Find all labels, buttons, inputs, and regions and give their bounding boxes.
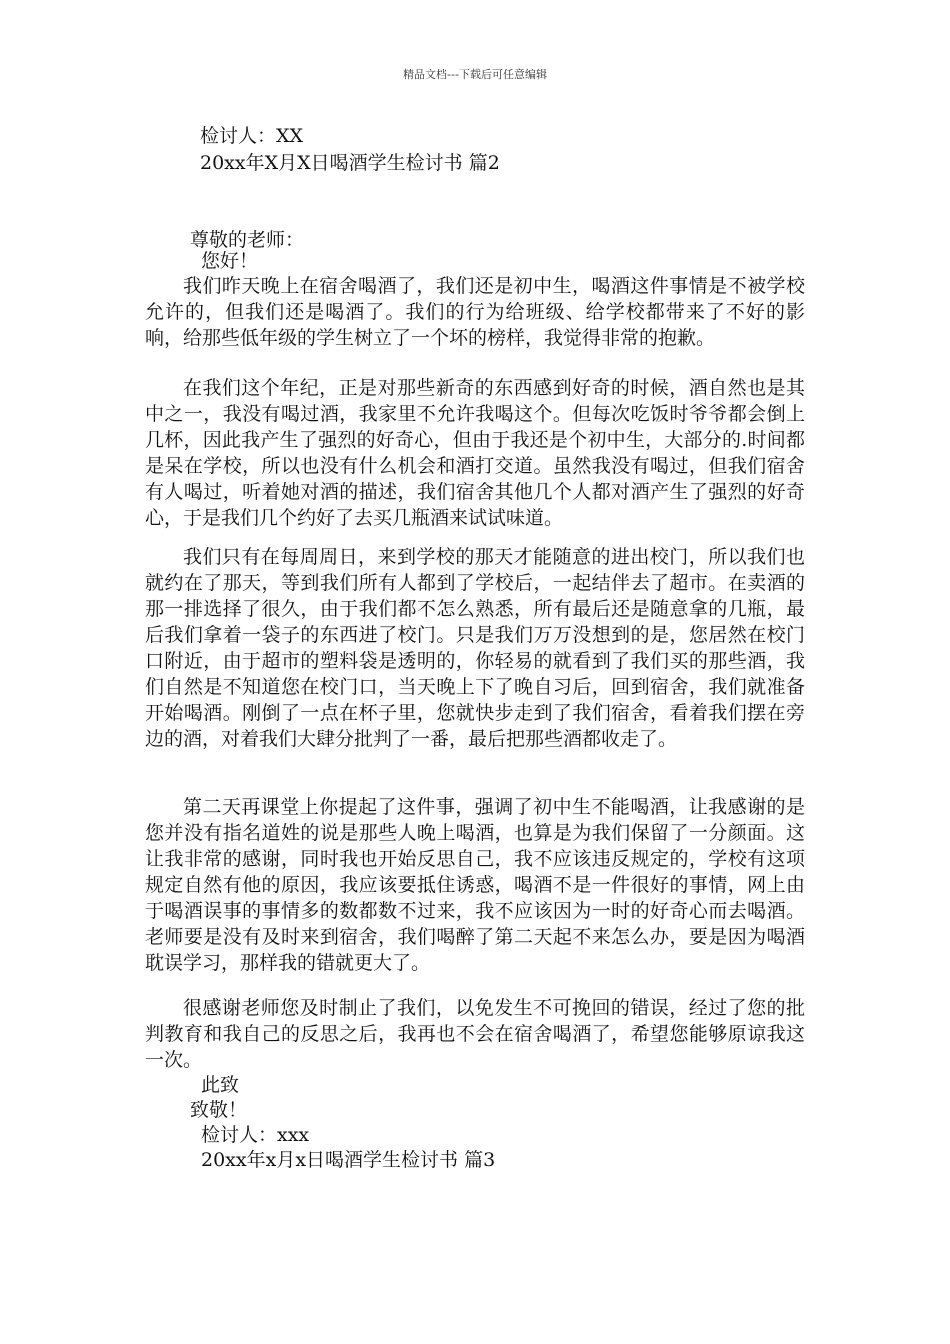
greeting: 您好！ xyxy=(201,250,259,272)
document-title: 20xx年X月X日喝酒学生检讨书 篇2 xyxy=(200,152,500,174)
body-paragraph: 在我们这个年纪，正是对那些新奇的东西感到好奇的时候，酒自然也是其中之一，我没有喝过酒，我家里不允许我喝这个。但每次吃饭时爷爷都会倒上几杯，因此我产生了强烈的好奇心，但由于我还是个初中生，大部分的.时间都是呆在学校，所以也没有什么机会和酒打交道。虽然我没有喝过，但我们宿舍有人喝过，听着她对酒的描述，我们宿舍其他几个人都对酒产生了强烈的好奇心，于是我们几个约好了去买几瓶酒来试试味道。 xyxy=(145,377,805,529)
previous-signature: 检讨人：XX xyxy=(200,125,304,147)
body-paragraph: 我们昨天晚上在宿舍喝酒了，我们还是初中生，喝酒这件事情是不被学校允许的，但我们还是喝酒了。我们的行为给班级、给学校都带来了不好的影响，给那些低年级的学生树立了一个坏的榜样，我觉得非常的抱歉。 xyxy=(145,275,805,349)
body-paragraph: 很感谢老师您及时制止了我们，以免发生不可挽回的错误，经过了您的批判教育和我自己的反思之后，我再也不会在宿舍喝酒了，希望您能够原谅我这一次。 xyxy=(145,997,805,1071)
salutation: 尊敬的老师： xyxy=(190,229,305,251)
body-paragraph: 我们只有在每周周日，来到学校的那天才能随意的进出校门，所以我们也就约在了那天，等到我们所有人都到了学校后，一起结伴去了超市。在卖酒的那一排选择了很久，由于我们都不怎么熟悉，所有最后还是随意拿的几瓶，最后我们拿着一袋子的东西进了校门。只是我们万万没想到的是，您居然在校门口附近，由于超市的塑料袋是透明的，你轻易的就看到了我们买的那些酒，我们自然是不知道您在校门口，当天晚上下了晚自习后，回到宿舍，我们就准备开始喝酒。刚倒了一点在杯子里，您就快步走到了我们宿舍，看着我们摆在旁边的酒，对着我们大肆分批判了一番，最后把那些酒都收走了。 xyxy=(145,546,805,750)
body-paragraph: 第二天再课堂上你提起了这件事，强调了初中生不能喝酒，让我感谢的是您并没有指名道姓的说是那些人晚上喝酒，也算是为我们保留了一分颜面。这让我非常的感谢，同时我也开始反思自己，我不应该违反规定的，学校有这项规定自然有他的原因，我应该要抵住诱惑，喝酒不是一件很好的事情，网上由于喝酒误事的事情多的数都数不过来，我不应该因为一时的好奇心而去喝酒。老师要是没有及时来到宿舍，我们喝醉了第二天起不来怎么办，要是因为喝酒耽误学习，那样我的错就更大了。 xyxy=(145,796,805,974)
closing-line-2: 致敬！ xyxy=(190,1099,248,1121)
closing-line-1: 此致 xyxy=(201,1074,240,1096)
signature: 检讨人：xxx xyxy=(201,1124,310,1146)
header-note: 精品文档---下载后可任意编辑 xyxy=(403,68,547,81)
next-document-title: 20xx年x月x日喝酒学生检讨书 篇3 xyxy=(201,1149,496,1171)
